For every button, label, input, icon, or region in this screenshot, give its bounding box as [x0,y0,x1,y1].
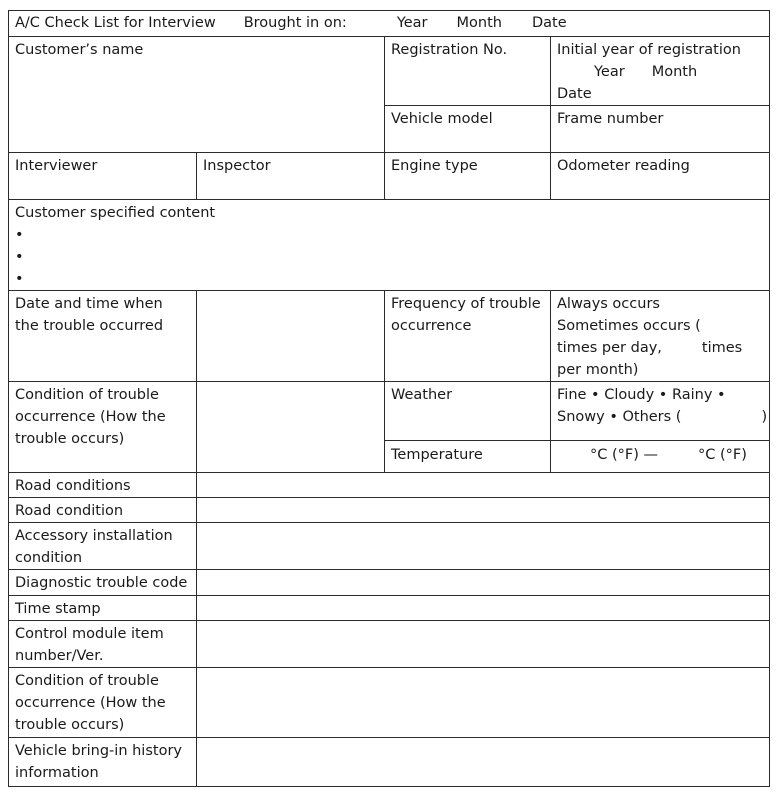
registration-no-cell[interactable] [384,36,551,106]
interviewer-label: Interviewer [15,158,98,174]
control-module-cell [8,620,197,668]
road-conditions-cell [8,472,197,498]
accessory-installation-label: Accessory installation condition [15,528,173,566]
customer-specified-content-cell[interactable] [8,199,770,291]
road-condition-value[interactable] [196,497,770,523]
frame-number-cell[interactable] [550,105,770,153]
customer-name-label: Customer’s name [15,42,144,58]
times-label: times [701,340,743,356]
brought-in-on-label: Brought in on: [243,15,347,31]
control-module-label: Control module item number/Ver. [15,626,164,664]
ac-check-list-form [8,10,770,787]
frequency-of-trouble-cell [384,290,551,382]
initial-date: Date [557,86,592,102]
condition-of-trouble-cell [8,381,197,473]
time-stamp-cell [8,595,197,621]
temperature-cell [384,440,551,473]
frame-number-label: Frame number [557,111,664,127]
condition-of-trouble-label: Condition of trouble occurrence (How the trouble occurs) [15,387,166,447]
condition-of-trouble-2-cell [8,667,197,738]
form-title: A/C Check List for Interview [15,15,216,31]
engine-type-label: Engine type [391,158,478,174]
weather-options-line-1[interactable]: Fine • Cloudy • Rainy • [557,387,726,403]
temperature-label: Temperature [391,447,483,463]
temp-to: °C (°F) [698,447,747,463]
content-bullet-1: • [15,227,24,243]
brought-in-month: Month [456,15,502,31]
content-bullet-2: • [15,249,24,265]
initial-year: Year [594,64,625,80]
temp-from: °C (°F) — [590,447,658,463]
times-per-day: times per day, [557,340,662,356]
temperature-range-cell[interactable] [550,440,770,473]
time-stamp-value[interactable] [196,595,770,621]
initial-registration-cell[interactable] [550,36,770,106]
brought-in-year: Year [396,15,428,31]
frequency-options-cell[interactable] [550,290,770,382]
initial-month: Month [651,64,698,80]
road-condition-cell [8,497,197,523]
diagnostic-trouble-code-value[interactable] [196,569,770,596]
registration-no-label: Registration No. [391,42,508,58]
customer-specified-content-label: Customer specified content [15,205,216,221]
date-time-occurred-label: Date and time when the trouble occurred [15,296,164,334]
odometer-reading-label: Odometer reading [557,158,690,174]
condition-of-trouble-2-label: Condition of trouble occurrence (How the trouble occurs) [15,673,166,733]
weather-label: Weather [391,387,453,403]
vehicle-model-label: Vehicle model [391,111,493,127]
temperature-range [557,444,763,466]
vehicle-bring-in-history-cell [8,737,197,787]
date-time-occurred-value[interactable] [196,290,385,382]
odometer-reading-cell[interactable] [550,152,770,200]
sometimes-occurs-option[interactable]: Sometimes occurs ( [557,318,701,334]
initial-registration-label: Initial year of registration [557,42,741,58]
vehicle-model-cell[interactable] [384,105,551,153]
accessory-installation-value[interactable] [196,522,770,570]
brought-in-date: Date [531,15,567,31]
weather-others: Snowy • Others ( [557,409,682,425]
weather-close-paren: ) [761,409,768,425]
always-occurs-option[interactable]: Always occurs [557,296,660,312]
weather-options-line-2[interactable] [557,406,768,428]
date-time-occurred-cell [8,290,197,382]
initial-year-month [557,61,763,83]
weather-cell [384,381,551,441]
vehicle-bring-in-history-label: Vehicle bring-in history information [15,743,182,781]
weather-options-cell[interactable] [550,381,770,441]
engine-type-cell[interactable] [384,152,551,200]
diagnostic-trouble-code-cell [8,569,197,596]
inspector-cell[interactable] [196,152,385,200]
per-month-label: per month) [557,362,639,378]
vehicle-bring-in-history-value[interactable] [196,737,770,787]
content-bullet-3: • [15,271,24,287]
interviewer-cell[interactable] [8,152,197,200]
road-condition-label: Road condition [15,503,124,519]
frequency-of-trouble-label: Frequency of trouble occurrence [391,296,541,334]
condition-of-trouble-value[interactable] [196,381,385,473]
customer-name-cell[interactable] [8,36,385,153]
control-module-value[interactable] [196,620,770,668]
condition-of-trouble-2-value[interactable] [196,667,770,738]
road-conditions-label: Road conditions [15,478,131,494]
accessory-installation-cell [8,522,197,570]
inspector-label: Inspector [203,158,271,174]
road-conditions-value[interactable] [196,472,770,498]
times-per-day-line [557,337,763,359]
form-header [8,10,770,36]
time-stamp-label: Time stamp [15,601,101,617]
diagnostic-trouble-code-label: Diagnostic trouble code [15,575,188,591]
